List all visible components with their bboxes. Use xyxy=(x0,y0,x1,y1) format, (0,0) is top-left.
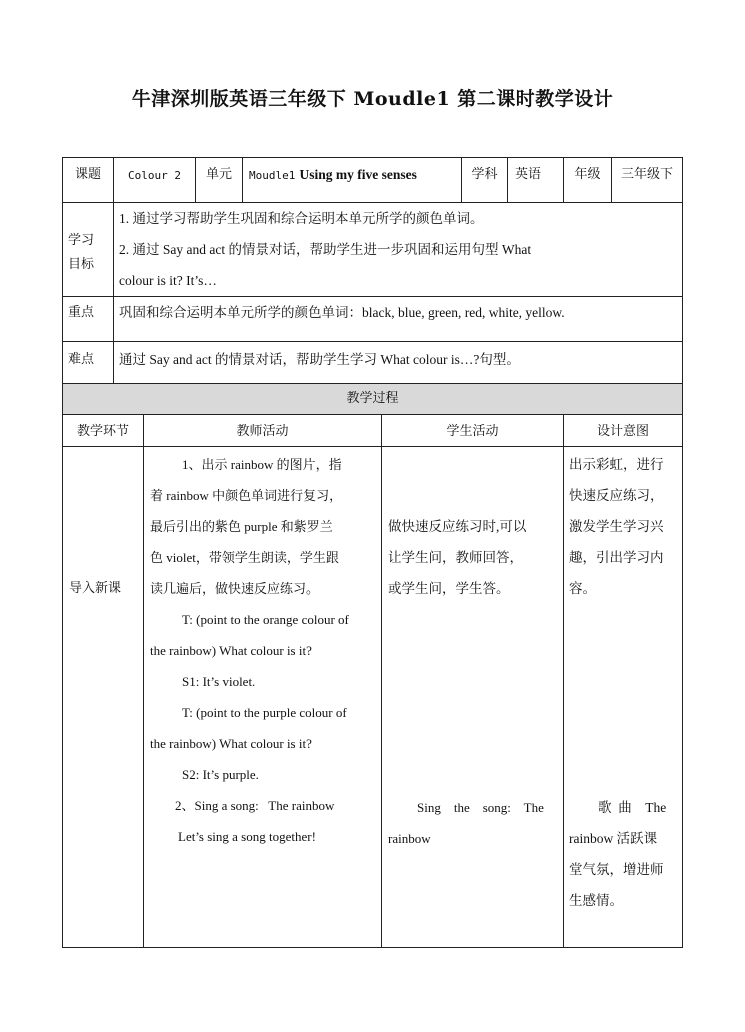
design-line: 堂气氛，增进师 xyxy=(569,862,664,877)
teacher-line: 着 rainbow 中颜色单词进行复习， xyxy=(150,488,343,503)
col-header-student: 学生活动 xyxy=(446,424,499,439)
design-line: 生感情。 xyxy=(569,893,623,908)
design-line: 歌 曲 The xyxy=(598,800,667,815)
teacher-line: 最后引出的紫色 purple 和紫罗兰 xyxy=(150,519,333,534)
teacher-line: the rainbow) What colour is it? xyxy=(150,643,312,658)
objective-2-line2: colour is it? It’s… xyxy=(119,273,217,288)
difficulty-label: 难点 xyxy=(68,352,95,367)
process-header: 教学过程 xyxy=(346,391,399,406)
danyuan-value-prefix: Moudle1 xyxy=(249,169,296,182)
col-header-design: 设计意图 xyxy=(596,424,649,439)
danyuan-value-title: Using my five senses xyxy=(299,167,417,182)
xueke-label: 学科 xyxy=(471,167,498,182)
student-line: 做快速反应练习时,可以 xyxy=(388,519,527,534)
teacher-line: 1、出示 rainbow 的图片，指 xyxy=(182,457,342,472)
col-header-stage: 教学环节 xyxy=(76,424,129,439)
nianji-value: 三年级下 xyxy=(620,167,673,182)
teacher-line: T: (point to the purple colour of xyxy=(182,705,347,720)
student-line: 让学生问，教师回答， xyxy=(388,550,523,565)
keti-label: 课题 xyxy=(74,167,101,182)
design-line: 容。 xyxy=(569,581,596,596)
teacher-line: 2、Sing a song: The rainbow xyxy=(175,798,335,813)
key-points-label: 重点 xyxy=(68,305,95,320)
teacher-line: the rainbow) What colour is it? xyxy=(150,736,312,751)
teacher-line: 色 violet，带领学生朗读，学生跟 xyxy=(150,550,339,565)
difficulty-text: 通过 Say and act 的情景对话，帮助学生学习 What colour is…?句型。 xyxy=(119,352,520,367)
student-line: rainbow xyxy=(388,831,431,846)
student-line: 或学生问，学生答。 xyxy=(388,581,510,596)
keti-value: Colour 2 xyxy=(128,169,181,182)
xueke-value: 英语 xyxy=(514,167,541,182)
teacher-line: 读几遍后，做快速反应练习。 xyxy=(150,581,320,596)
teacher-line: S2: It’s purple. xyxy=(182,767,259,782)
key-points-text: 巩固和综合运明本单元所学的颜色单词：black, blue, green, red, white, yellow. xyxy=(119,305,565,320)
design-line: 趣，引出学习内 xyxy=(569,550,664,565)
teacher-line: T: (point to the orange colour of xyxy=(182,612,349,627)
danyuan-value xyxy=(249,166,417,185)
objective-2-line1: 2. 通过 Say and act 的情景对话，帮助学生进一步巩固和运用句型 What xyxy=(119,242,532,257)
col-header-teacher: 教师活动 xyxy=(236,424,289,439)
teacher-line: S1: It’s violet. xyxy=(182,674,256,689)
objectives-label-2: 目标 xyxy=(68,257,95,272)
teacher-line: Let’s sing a song together! xyxy=(178,829,316,844)
objectives-label-1: 学习 xyxy=(68,233,95,248)
section-label: 导入新课 xyxy=(69,581,122,596)
page-title: 牛津深圳版英语三年级下 Moudle1 第二课时教学设计 xyxy=(131,88,614,110)
design-line: rainbow 活跃课 xyxy=(569,831,658,846)
nianji-label: 年级 xyxy=(574,167,601,182)
design-line: 出示彩虹，进行 xyxy=(569,457,664,472)
objective-1: 1. 通过学习帮助学生巩固和综合运明本单元所学的颜色单词。 xyxy=(119,211,484,226)
student-line: Sing the song: The xyxy=(417,800,544,815)
design-line: 激发学生学习兴 xyxy=(569,519,664,534)
danyuan-label: 单元 xyxy=(205,167,232,182)
design-line: 快速反应练习， xyxy=(569,488,664,503)
